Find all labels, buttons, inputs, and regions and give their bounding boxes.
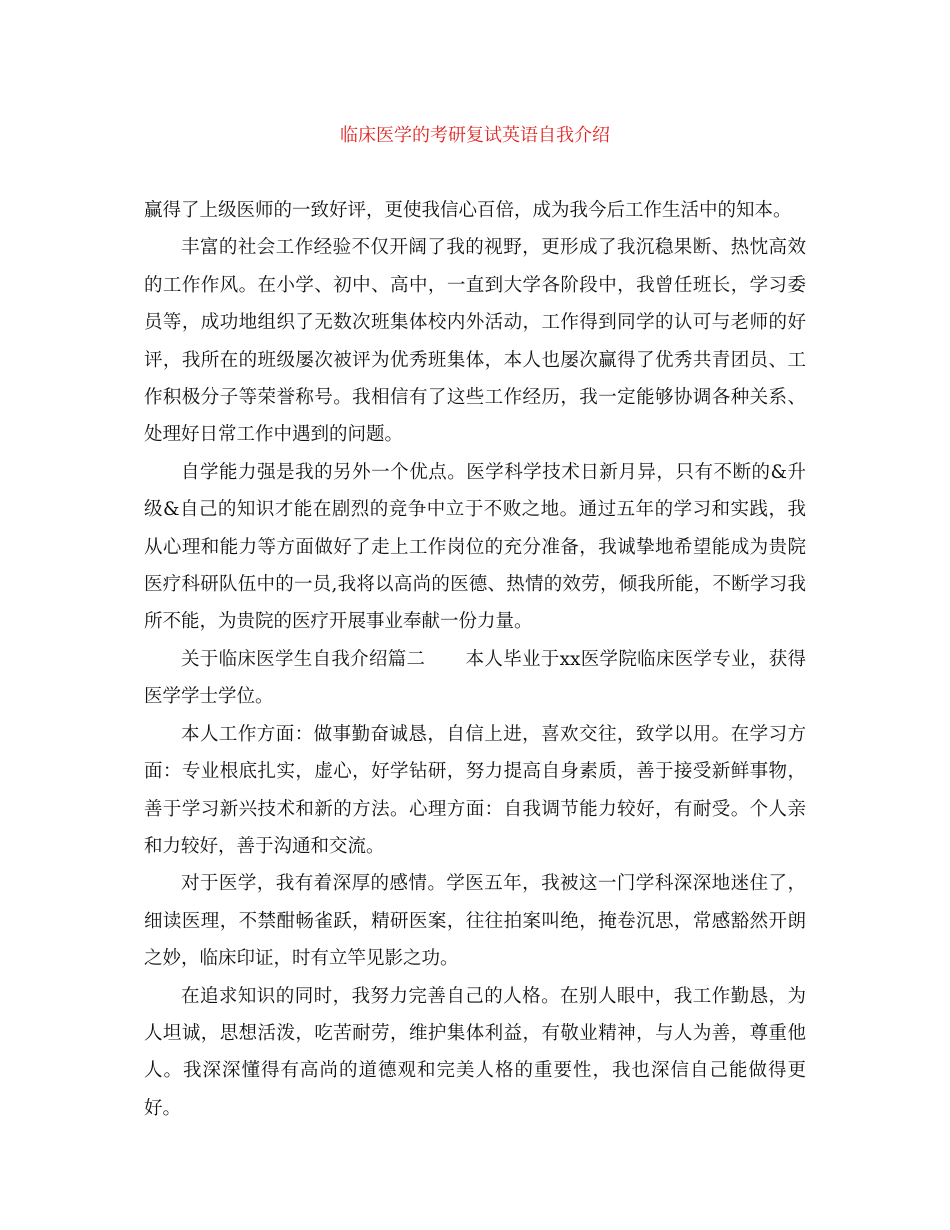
document-title: 临床医学的考研复试英语自我介绍 (340, 125, 610, 146)
paragraph-4-text: 本人毕业于xx医学院临床医学专业，获得医学学士学位。 (144, 648, 806, 708)
paragraph-2: 丰富的社会工作经验不仅开阔了我的视野，更形成了我沉稳果断、热忱高效的工作作风。在小学、初中、高中，一直到大学各阶段中，我曾任班长，学习委员等，成功地组织了无数次班集体校内外活动，工作得到同学的认可与老师的好评，我所在的班级屡次被评为优秀班集体，本人也屡次赢得了优秀共青团员、工作积极分子等荣誉称号。我相信有了这些工作经历，我一定能够协调各种关系、处理好日常工作中遇到的问题。 (144, 237, 806, 446)
section-heading: 关于临床医学生自我介绍篇二 (181, 648, 426, 670)
paragraph-6: 对于医学，我有着深厚的感情。学医五年，我被这一门学科深深地迷住了，细读医理，不禁酣畅雀跃，精研医案，往往拍案叫绝，掩卷沉思，常感豁然开朗之妙，临床印证，时有立竿见影之功。 (144, 873, 806, 970)
paragraph-3: 自学能力强是我的另外一个优点。医学科学技术日新月异，只有不断的&升级&自己的知识才能在剧烈的竞争中立于不败之地。通过五年的学习和实践，我从心理和能力等方面做好了走上工作岗位的充分准备，我诚挚地希望能成为贵院医疗科研队伍中的一员,我将以高尚的医德、热情的效劳，倾我所能，不断学习我所不能，为贵院的医疗开展事业奉献一份力量。 (144, 461, 806, 633)
document-body (144, 192, 806, 1127)
paragraph-4 (144, 641, 806, 716)
paragraph-7: 在追求知识的同时，我努力完善自己的人格。在别人眼中，我工作勤恳，为人坦诚，思想活泼，吃苦耐劳，维护集体利益，有敬业精神，与人为善，尊重他人。我深深懂得有高尚的道德观和完美人格的重要性，我也深信自己能做得更好。 (144, 985, 806, 1119)
paragraph-1: 赢得了上级医师的一致好评，更使我信心百倍，成为我今后工作生活中的知本。 (144, 200, 792, 221)
paragraph-5: 本人工作方面：做事勤奋诚恳，自信上进，喜欢交往，致学以用。在学习方面：专业根底扎实，虚心，好学钻研，努力提高自身素质，善于接受新鲜事物，善于学习新兴技术和新的方法。心理方面：自我调节能力较好，有耐受。个人亲和力较好，善于沟通和交流。 (144, 723, 806, 857)
